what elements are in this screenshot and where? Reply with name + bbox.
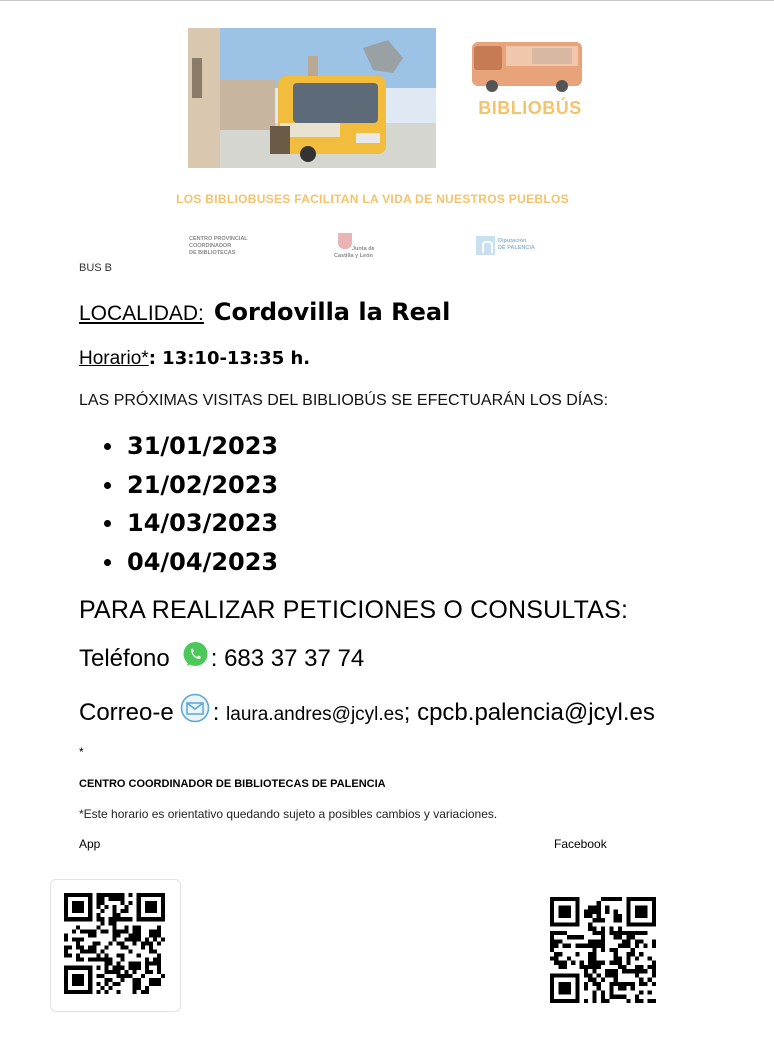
qr-code-app[interactable] (64, 893, 165, 994)
correo (79, 699, 655, 727)
logo-centro-line2: COORDINADOR (189, 243, 232, 249)
logo-centro-provincial (189, 236, 259, 257)
horario-value: : 13:10-13:35 h. (148, 348, 311, 369)
list-item: 21/02/2023 (104, 469, 278, 508)
logo-diputacion-line2: DE PALENCIA (498, 245, 535, 251)
bus-label: BUS B (79, 262, 113, 274)
horario-note: *Este horario es orientativo quedando sujeto a posibles cambios y variaciones. (79, 807, 498, 821)
slogan: LOS BIBLIOBUSES FACILITAN LA VIDA DE NUESTROS PUEBLOS (176, 192, 569, 206)
localidad-value: Cordovilla la Real (213, 298, 451, 326)
correo-sep: : (212, 699, 227, 726)
visitas-text: LAS PRÓXIMAS VISITAS DEL BIBLIOBÚS SE EFECTUARÁN LOS DÍAS: (79, 392, 609, 409)
logo-centro-line1: CENTRO PROVINCIAL (189, 236, 248, 242)
bus-icon (470, 36, 585, 96)
footnote-star: * (79, 745, 84, 759)
localidad (79, 298, 450, 326)
bus-photo (188, 28, 436, 168)
correo-label: Correo-e (79, 699, 174, 726)
telefono-value: : 683 37 37 74 (210, 645, 365, 672)
email-link-2[interactable]: ; cpcb.palencia@jcyl.es (403, 699, 655, 726)
whatsapp-icon (182, 641, 209, 668)
email-icon (180, 693, 210, 723)
logo-junta-line1: Junta de (352, 246, 375, 252)
brand-title: BIBLIOBÚS (478, 98, 582, 118)
centro-coordinador: CENTRO COORDINADOR DE BIBLIOTECAS DE PALENCIA (79, 778, 386, 790)
app-label: App (79, 837, 101, 851)
list-item: 31/01/2023 (104, 430, 278, 469)
telefono-label: Teléfono (79, 645, 170, 672)
logo-diputacion-line1: Diputación (498, 238, 527, 244)
logo-centro-line3: DE BIBLIOTECAS (189, 250, 236, 256)
localidad-label: LOCALIDAD: (79, 302, 204, 325)
diputacion-icon (476, 236, 495, 255)
contact-heading: PARA REALIZAR PETICIONES O CONSULTAS: (79, 596, 629, 624)
list-item: 04/04/2023 (104, 546, 278, 585)
horario (79, 348, 310, 370)
list-item: 14/03/2023 (104, 507, 278, 546)
facebook-label: Facebook (554, 837, 607, 851)
qr-code-facebook[interactable] (550, 897, 656, 1003)
logo-junta-line2: Castilla y León (334, 253, 373, 259)
horario-label: Horario* (79, 348, 149, 369)
telefono (79, 645, 364, 673)
dates-list (104, 430, 278, 585)
top-border (0, 0, 774, 1)
email-link-1[interactable]: laura.andres@jcyl.es (226, 704, 404, 725)
